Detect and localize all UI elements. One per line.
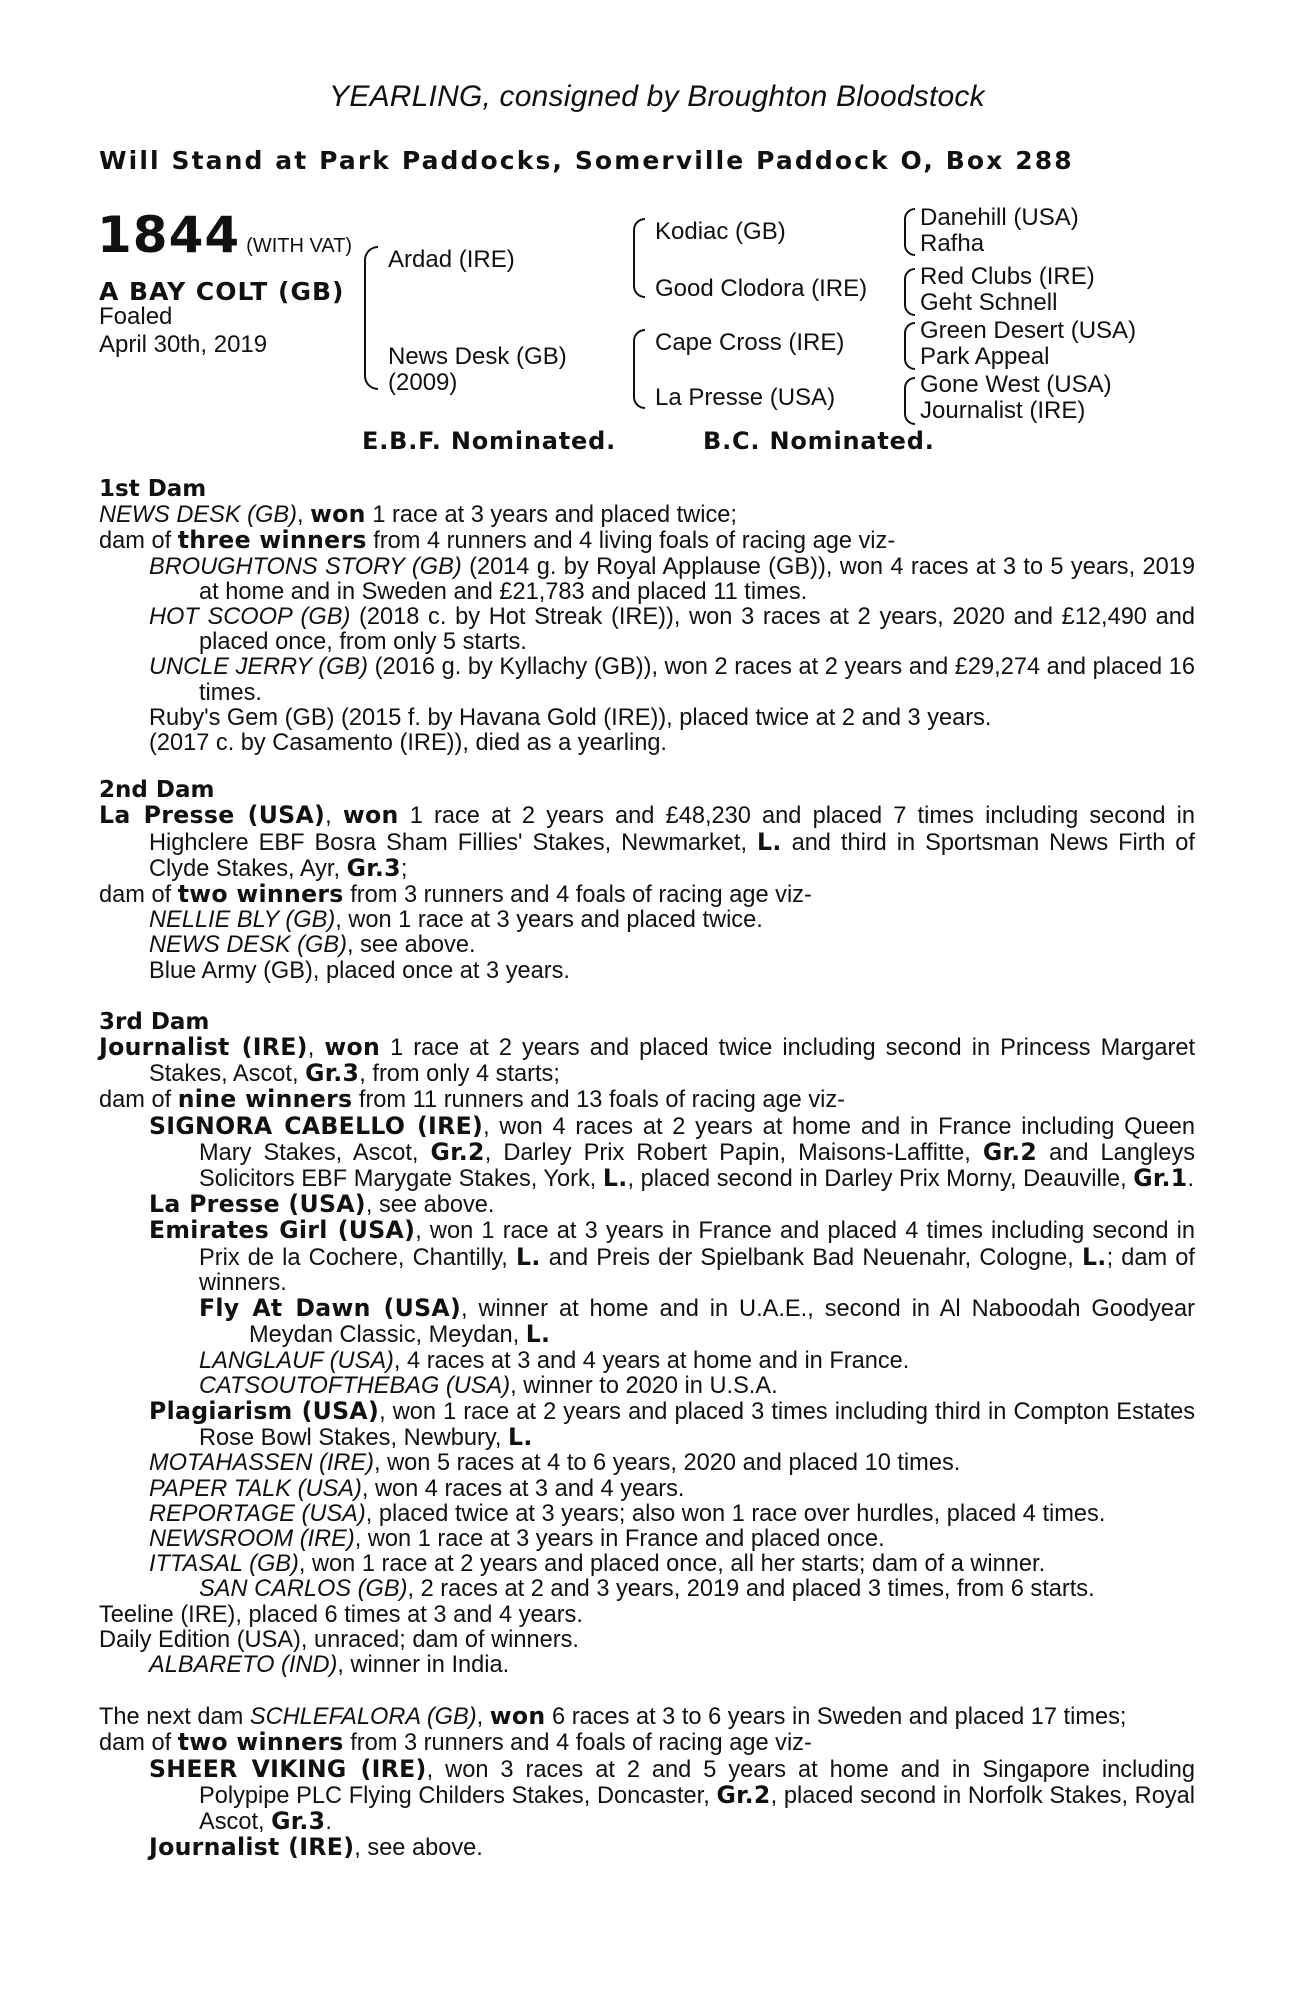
pedigree-sire-sire: Kodiac (GB)	[655, 218, 786, 245]
progeny-name: ITTASAL (GB)	[149, 1551, 299, 1578]
stand-location: Will Stand at Park Paddocks, Somerville Paddock O, Box 288	[99, 146, 1074, 175]
progeny-name: UNCLE JERRY (GB)	[149, 654, 369, 681]
list-item	[99, 605, 1195, 655]
pedigree-ggp-4: Geht Schnell	[920, 289, 1058, 316]
progeny-name: MOTAHASSEN (IRE)	[149, 1450, 375, 1477]
progeny-name: HOT SCOOP (GB)	[149, 604, 351, 631]
progeny-name: SIGNORA CABELLO (IRE)	[149, 1111, 484, 1140]
list-item	[99, 555, 1195, 605]
pedigree-brace-g1	[904, 208, 915, 256]
third-dam-runners: from 11 runners and 13 foals of racing age viz-	[352, 1087, 846, 1114]
progeny-record: , see above.	[354, 1835, 483, 1862]
progeny-record: ; dam of winners.	[199, 1244, 1195, 1296]
pedigree-brace-dam	[633, 329, 645, 409]
group-badge: Gr.1	[1133, 1164, 1188, 1193]
list-item	[99, 1192, 1195, 1218]
progeny-record: Teeline (IRE), placed 6 times at 3 and 4 years.	[99, 1601, 583, 1628]
list-item	[99, 731, 1195, 756]
foaled-label: Foaled	[99, 303, 173, 330]
third-dam-summary: Journalist (IRE), won 1 race at 2 years and placed twice including second in Princess Margaret Stakes, Ascot, Gr.3, from only 4 starts;	[99, 1033, 1195, 1088]
lot-description: A BAY COLT (GB)	[99, 277, 345, 306]
progeny-name: PAPER TALK (USA)	[149, 1475, 362, 1502]
second-dam-runners: from 3 runners and 4 foals of racing age viz-	[343, 882, 812, 909]
second-dam-produce	[99, 882, 1195, 908]
second-dam-text-1: 1 race at 2 years and £48,230 and placed 7 times including second in Highclere EBF Bosra Sham Fillies' Stakes, Newmarket,	[149, 803, 1195, 856]
pedigree-brace-g4	[904, 377, 915, 425]
first-dam-summary: NEWS DESK (GB), won 1 race at 3 years and placed twice;	[99, 500, 737, 529]
second-dam-summary: La Presse (USA), won 1 race at 2 years and £48,230 and placed 7 times including second in Highclere EBF Bosra Sham Fillies' Stakes, Newmarket, L. and third in Sportsman News Firth of Clyde Stakes, Ayr, Gr.3;	[99, 801, 1195, 882]
next-dam-produce	[99, 1730, 1195, 1756]
second-dam-text-3: ;	[400, 855, 408, 882]
foaled-date: April 30th, 2019	[99, 331, 268, 358]
list-item	[99, 1577, 1195, 1602]
pedigree-ggp-5: Green Desert (USA)	[920, 317, 1137, 344]
progeny-record: , placed second in Darley Prix Morny, Deauville,	[627, 1166, 1134, 1193]
progeny-record: , Darley Prix Robert Papin, Maisons-Laffitte,	[484, 1139, 983, 1166]
group-badge: Gr.3	[271, 1806, 326, 1835]
list-item	[99, 1653, 1195, 1678]
progeny-name: ALBARETO (IND)	[149, 1651, 338, 1678]
progeny-record: (2017 c. by Casamento (IRE)), died as a yearling.	[149, 730, 667, 757]
list-item	[99, 1835, 1195, 1861]
progeny-record: Ruby's Gem (GB) (2015 f. by Havana Gold (IRE)), placed twice at 2 and 3 years.	[149, 704, 992, 731]
progeny-record: (2016 g. by Kyllachy (GB)), won 2 races at 2 years and £29,274 and placed 16 times.	[199, 654, 1196, 706]
next-dam-of: dam of	[99, 1730, 178, 1757]
first-dam-produce	[99, 528, 1195, 554]
progeny-record: , won 5 races at 4 to 6 years, 2020 and placed 10 times.	[374, 1450, 961, 1477]
second-dam-of: dam of	[99, 882, 178, 909]
first-dam-name: NEWS DESK (GB)	[99, 502, 297, 529]
list-item	[99, 1218, 1195, 1296]
first-dam-winners: three winners	[177, 526, 367, 555]
progeny-record: , winner in India.	[337, 1651, 510, 1678]
pedigree-dam: News Desk (GB)	[388, 343, 567, 370]
progeny-record: (2014 g. by Royal Applause (GB)), won 4 races at 3 to 5 years, 2019 at home and in Sweden and £21,783 and placed 11 times.	[199, 553, 1195, 605]
next-dam-summary: The next dam SCHLEFALORA (GB), won 6 races at 3 to 6 years in Sweden and placed 17 times;	[99, 1702, 1127, 1731]
progeny-name: La Presse (USA)	[149, 1190, 366, 1219]
progeny-record: , won 4 races at 3 and 4 years.	[361, 1475, 685, 1502]
progeny-record: , 2 races at 2 and 3 years, 2019 and placed 3 times, from 6 starts.	[407, 1576, 1095, 1603]
progeny-name: CATSOUTOFTHEBAG (USA)	[199, 1372, 511, 1399]
progeny-record: Daily Edition (USA), unraced; dam of winners.	[99, 1626, 579, 1653]
family-notes	[99, 477, 1195, 1861]
progeny-name: Plagiarism (USA)	[149, 1396, 380, 1425]
lot-number: 1844	[97, 206, 241, 264]
progeny-record: , see above.	[346, 932, 476, 959]
third-dam-text-2: , from only 4 starts;	[359, 1061, 560, 1088]
vat-note: (WITH VAT)	[246, 235, 353, 257]
first-dam-won: won	[310, 500, 366, 529]
list-item	[99, 1527, 1195, 1552]
pedigree-ggp-3: Red Clubs (IRE)	[920, 263, 1095, 290]
progeny-name: NEWSROOM (IRE)	[149, 1525, 355, 1552]
progeny-name: Journalist (IRE)	[149, 1833, 355, 1862]
list-item	[99, 1349, 1195, 1374]
progeny-name: SAN CARLOS (GB)	[199, 1576, 408, 1603]
bc-nomination: B.C. Nominated.	[703, 427, 935, 455]
second-dam-heading: 2nd Dam	[99, 777, 215, 804]
list-item	[99, 1477, 1195, 1502]
second-dam-text-2: and third in Sportsman News Firth of Clyde Stakes, Ayr,	[149, 829, 1195, 882]
lot-heading	[97, 206, 352, 264]
listed-badge: L.	[516, 1242, 541, 1271]
second-dam-won: won	[342, 801, 399, 830]
list-item	[99, 959, 1195, 984]
list-item	[99, 1374, 1195, 1399]
third-dam-text-1: 1 race at 2 years and placed twice including second in Princess Margaret Stakes, Ascot,	[149, 1035, 1195, 1088]
group-badge: Gr.3	[346, 853, 401, 882]
section-spacer	[99, 1678, 1195, 1704]
listed-badge: L.	[1081, 1242, 1107, 1271]
progeny-record: , won 1 race at 3 years and placed twice.	[335, 907, 763, 934]
pedigree-sire-dam: Good Clodora (IRE)	[655, 275, 868, 302]
next-dam-runners: from 3 runners and 4 foals of racing age viz-	[343, 1730, 812, 1757]
next-dam-text: 6 races at 3 to 6 years in Sweden and placed 17 times;	[545, 1704, 1127, 1731]
listed-badge: L.	[756, 827, 782, 856]
pedigree-dam-year: (2009)	[388, 369, 458, 396]
progeny-record: , see above.	[365, 1192, 495, 1219]
list-item	[99, 1628, 1195, 1653]
progeny-record: , placed second in Norfolk Stakes, Royal Ascot,	[199, 1782, 1195, 1835]
progeny-record: , winner to 2020 in U.S.A.	[510, 1372, 778, 1399]
next-dam-won: won	[489, 1702, 546, 1731]
progeny-name: Fly At Dawn (USA)	[199, 1294, 462, 1323]
third-dam-won: won	[324, 1033, 381, 1062]
progeny-name: Emirates Girl (USA)	[149, 1216, 416, 1245]
listed-badge: L.	[508, 1423, 533, 1452]
list-item	[99, 1296, 1195, 1348]
next-dam-winners: two winners	[177, 1728, 344, 1757]
progeny-record: , won 1 race at 2 years and placed 3 times including third in Compton Estates Rose Bowl Stakes, Newbury,	[199, 1398, 1195, 1452]
ebf-nomination: E.B.F. Nominated.	[362, 427, 616, 455]
progeny-record: and Preis der Spielbank Bad Neuenahr, Cologne,	[540, 1244, 1082, 1271]
list-item	[99, 1502, 1195, 1527]
list-item	[99, 655, 1195, 705]
next-dam-name: SCHLEFALORA (GB)	[249, 1704, 477, 1731]
progeny-name: BROUGHTONS STORY (GB)	[149, 553, 462, 580]
list-item	[99, 1754, 1196, 1836]
first-dam-summary-text: 1 race at 3 years and placed twice;	[365, 502, 737, 529]
pedigree-ggp-2: Rafha	[920, 230, 985, 257]
progeny-record: , won 1 race at 3 years in France and placed once.	[354, 1525, 885, 1552]
second-dam-name: La Presse (USA)	[99, 801, 326, 830]
group-badge: Gr.2	[430, 1137, 485, 1166]
group-badge: Gr.3	[305, 1059, 360, 1088]
progeny-name: NELLIE BLY (GB)	[149, 907, 336, 934]
list-item	[99, 1111, 1196, 1193]
list-item	[99, 1396, 1195, 1452]
pedigree-ggp-8: Journalist (IRE)	[920, 397, 1086, 424]
progeny-name: NEWS DESK (GB)	[149, 932, 347, 959]
progeny-name: SHEER VIKING (IRE)	[149, 1754, 427, 1783]
pedigree-sire: Ardad (IRE)	[388, 246, 515, 273]
list-item	[99, 1552, 1195, 1577]
third-dam-heading: 3rd Dam	[99, 1008, 210, 1035]
progeny-record: , won 3 races at 2 and 5 years at home and in Singapore including Polypipe PLC Flying Childers Stakes, Doncaster,	[199, 1756, 1196, 1809]
consignment-title: YEARLING, consigned by Broughton Bloodstock	[329, 80, 985, 113]
pedigree-dam-dam: La Presse (USA)	[655, 384, 836, 411]
group-badge: Gr.2	[982, 1137, 1038, 1166]
progeny-name: REPORTAGE (USA)	[149, 1500, 366, 1527]
listed-badge: L.	[525, 1320, 551, 1349]
first-dam-runners: from 4 runners and 4 living foals of racing age viz-	[366, 528, 896, 555]
pedigree-brace-g3	[904, 322, 915, 370]
third-dam-winners: nine winners	[177, 1085, 353, 1114]
progeny-record: and Langleys Solicitors EBF Marygate Stakes, York,	[199, 1139, 1196, 1193]
progeny-record: , won 4 races at 2 years at home and in France including Queen Mary Stakes, Ascot,	[199, 1113, 1196, 1166]
progeny-record: , won 1 race at 2 years and placed once, all her starts; dam of a winner.	[298, 1551, 1046, 1578]
progeny-name: LANGLAUF (USA)	[199, 1347, 394, 1374]
progeny-record: , 4 races at 3 and 4 years at home and in France.	[393, 1347, 910, 1374]
pedigree-brace-g2	[904, 268, 915, 316]
third-dam-of: dam of	[99, 1087, 178, 1114]
progeny-record: .	[325, 1808, 332, 1835]
next-dam-intro: The next dam	[99, 1704, 250, 1731]
third-dam-produce	[99, 1087, 1195, 1113]
first-dam-of: dam of	[99, 528, 178, 555]
pedigree-dam-sire: Cape Cross (IRE)	[655, 329, 845, 356]
listed-badge: L.	[602, 1164, 628, 1193]
pedigree-ggp-7: Gone West (USA)	[920, 371, 1112, 398]
progeny-record: , winner at home and in U.A.E., second in Al Naboodah Goodyear Meydan Classic, Meydan,	[249, 1296, 1195, 1349]
pedigree-brace-sire	[633, 218, 645, 298]
progeny-record: , placed twice at 3 years; also won 1 race over hurdles, placed 4 times.	[365, 1500, 1106, 1527]
group-badge: Gr.2	[716, 1780, 771, 1809]
list-item	[99, 908, 1195, 933]
list-item	[99, 706, 1195, 731]
third-dam-name: Journalist (IRE)	[99, 1033, 308, 1062]
progeny-record: (2018 c. by Hot Streak (IRE)), won 3 races at 2 years, 2020 and £12,490 and placed once, from only 5 starts.	[199, 604, 1195, 656]
list-item	[99, 933, 1195, 958]
progeny-record: Blue Army (GB), placed once at 3 years.	[149, 957, 570, 984]
progeny-record: .	[1187, 1166, 1195, 1193]
list-item	[99, 1451, 1195, 1476]
list-item	[99, 1603, 1195, 1628]
progeny-record: , won 1 race at 3 years in France and placed 4 times including second in Prix de la Cochere, Chantilly,	[199, 1218, 1195, 1271]
pedigree-brace-main	[364, 246, 378, 390]
pedigree-ggp-6: Park Appeal	[920, 343, 1050, 370]
second-dam-winners: two winners	[177, 880, 344, 909]
foaled-info	[99, 303, 267, 359]
first-dam-heading: 1st Dam	[99, 476, 207, 502]
pedigree-ggp-1: Danehill (USA)	[920, 204, 1079, 231]
